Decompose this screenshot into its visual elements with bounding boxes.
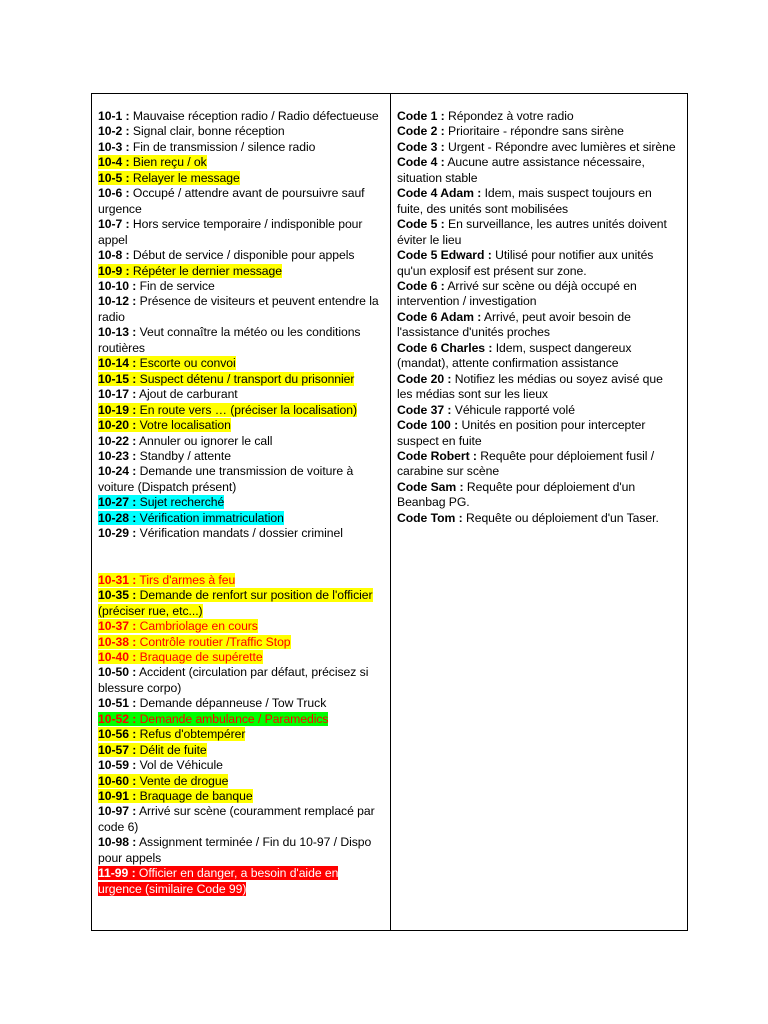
- code-description: Sujet recherché: [136, 495, 225, 510]
- code-description: Demande une transmission de voiture à voiture (Dispatch présent): [98, 464, 354, 494]
- code-label: 10-7 :: [98, 217, 130, 232]
- code-description: Arrivé sur scène ou déjà occupé en intervention / investigation: [397, 278, 637, 309]
- code-entry: [98, 650, 384, 665]
- code-label: 10-12 :: [98, 294, 137, 309]
- code-entry-highlight: [98, 464, 353, 493]
- code-entry: [98, 696, 384, 711]
- code-label: 10-15 :: [98, 371, 137, 386]
- code-entry-highlight: [98, 186, 365, 215]
- code-entry-highlight: [98, 511, 284, 525]
- code-description: Votre localisation: [136, 418, 231, 433]
- code-entry-highlight: [98, 866, 338, 895]
- code-entry: [98, 511, 384, 526]
- code-label: 10-52 :: [98, 711, 137, 726]
- code-description: Braquage de banque: [136, 789, 253, 804]
- code-label: 10-2 :: [98, 124, 130, 139]
- code-entry: [397, 310, 681, 341]
- code-entry-highlight: [98, 758, 223, 772]
- code-entry-highlight: [98, 774, 228, 788]
- code-entry: [397, 403, 681, 418]
- code-entry: [98, 372, 384, 387]
- code-label: 10-60 :: [98, 773, 137, 788]
- code-description: Requête pour déploiement d'un Beanbag PG.: [397, 479, 636, 510]
- code-entry: [98, 758, 384, 773]
- code-description: Contrôle routier /Traffic Stop: [136, 634, 291, 649]
- code-entry: [397, 124, 681, 139]
- code-entry-highlight: [397, 310, 631, 339]
- code-label: 10-22 :: [98, 433, 137, 448]
- code-description: Hors service temporaire / indisponible pour appel: [98, 217, 363, 247]
- code-description: Délit de fuite: [136, 742, 207, 757]
- code-entry-highlight: [98, 248, 354, 262]
- code-description: Fin de service: [136, 278, 215, 293]
- code-entry: [98, 434, 384, 449]
- code-entry: [98, 325, 384, 356]
- code-description: Relayer le message: [129, 170, 240, 185]
- code-entry-highlight: [397, 248, 653, 277]
- code-entry: [98, 264, 384, 279]
- code-label: 10-1 :: [98, 109, 130, 123]
- code-entry: [98, 464, 384, 495]
- code-entry-highlight: [98, 356, 236, 370]
- code-entry-highlight: [98, 372, 354, 386]
- code-label: Code 5 Edward :: [397, 248, 492, 263]
- code-description: Notifiez les médias ou soyez avisé que les médias sont sur les lieux: [397, 371, 663, 402]
- code-entry-highlight: [98, 140, 315, 154]
- radio-codes-column: [92, 94, 391, 930]
- code-entry-highlight: [98, 109, 379, 123]
- code-description: Refus d'obtempérer: [136, 727, 246, 742]
- code-label: 10-97 :: [98, 804, 137, 819]
- code-entry: [397, 279, 681, 310]
- code-entry-highlight: [397, 511, 659, 525]
- priority-codes-list: [98, 573, 384, 898]
- code-label: Code 100 :: [397, 418, 459, 433]
- code-entry-highlight: [98, 619, 258, 633]
- code-entry-highlight: [98, 835, 371, 864]
- code-entry: [98, 109, 384, 124]
- code-entry-highlight: [98, 155, 207, 169]
- code-entry-highlight: [98, 449, 231, 463]
- code-entry-highlight: [98, 526, 343, 540]
- code-entry: [397, 186, 681, 217]
- code-entry-highlight: [98, 403, 357, 417]
- code-description: En route vers … (préciser la localisation): [136, 402, 357, 417]
- code-entry-highlight: [98, 264, 282, 278]
- code-entry: [98, 743, 384, 758]
- code-description: Vérification immatriculation: [136, 510, 284, 525]
- code-entry: [397, 511, 681, 526]
- code-description: Assignment terminée / Fin du 10-97 / Dispo pour appels: [98, 835, 372, 865]
- code-entry-highlight: [98, 696, 326, 710]
- code-entry-highlight: [98, 495, 224, 509]
- code-entry: [397, 109, 681, 124]
- code-description: Répéter le dernier message: [129, 263, 282, 278]
- code-label: 10-28 :: [98, 510, 137, 525]
- code-label: Code 4 Adam :: [397, 186, 482, 201]
- code-label: 10-40 :: [98, 649, 137, 664]
- code-entry: [98, 804, 384, 835]
- code-entry: [98, 774, 384, 789]
- code-label: 10-8 :: [98, 248, 130, 263]
- code-entry: [98, 294, 384, 325]
- code-description: Présence de visiteurs et peuvent entendre la radio: [98, 294, 379, 324]
- code-entry-highlight: [397, 341, 631, 370]
- radio-codes-list: [98, 109, 384, 542]
- code-description: Accident (circulation par défaut, précisez si blessure corpo): [98, 665, 369, 695]
- code-entry: [98, 526, 384, 541]
- code-label: 11-99 :: [98, 866, 136, 881]
- code-entry-highlight: [397, 279, 637, 308]
- code-entry: [397, 480, 681, 511]
- code-label: 10-27 :: [98, 495, 137, 510]
- code-description: Requête pour déploiement fusil / carabine sur scène: [397, 448, 655, 479]
- code-description: Suspect détenu / transport du prisonnier: [136, 371, 355, 386]
- code-description: Officier en danger, a besoin d'aide en urgence (similaire Code 99): [98, 866, 339, 896]
- code-label: 10-57 :: [98, 742, 137, 757]
- code-label: 10-35 :: [98, 588, 137, 603]
- code-entry-highlight: [98, 434, 272, 448]
- code-label: 10-4 :: [98, 155, 130, 170]
- code-entry: [98, 124, 384, 139]
- section-spacer: [98, 542, 384, 573]
- code-label: Code 6 :: [397, 278, 445, 293]
- status-codes-list: [397, 109, 681, 526]
- code-entry: [98, 186, 384, 217]
- code-label: Code 37 :: [397, 402, 452, 417]
- code-description: Demande ambulance / Paramedics: [136, 711, 329, 726]
- code-entry-highlight: [98, 635, 291, 649]
- code-label: 10-10 :: [98, 278, 137, 293]
- code-description: Occupé / attendre avant de poursuivre sauf urgence: [98, 186, 365, 216]
- code-entry-highlight: [98, 418, 231, 432]
- code-description: Ajout de carburant: [136, 387, 238, 402]
- code-entry: [397, 372, 681, 403]
- code-entry-highlight: [98, 712, 328, 726]
- code-entry-highlight: [397, 217, 667, 246]
- code-entry-highlight: [98, 743, 207, 757]
- code-entry: [98, 619, 384, 634]
- code-description: Aucune autre assistance nécessaire, situation stable: [397, 155, 645, 185]
- code-description: Idem, mais suspect toujours en fuite, des unités sont mobilisées: [397, 186, 652, 216]
- code-label: 10-51 :: [98, 696, 137, 711]
- code-entry-highlight: [98, 789, 253, 803]
- code-entry-highlight: [98, 573, 235, 587]
- code-entry-highlight: [397, 449, 654, 478]
- code-label: Code Robert :: [397, 448, 477, 463]
- code-entry-highlight: [98, 665, 368, 694]
- code-entry: [397, 155, 681, 186]
- code-entry: [397, 418, 681, 449]
- code-label: Code Sam :: [397, 479, 464, 494]
- code-description: Répondez à votre radio: [444, 109, 574, 123]
- code-label: Code 4 :: [397, 155, 445, 170]
- code-label: 10-31 :: [98, 572, 137, 587]
- code-entry: [98, 217, 384, 248]
- code-entry: [98, 387, 384, 402]
- code-entry-highlight: [397, 403, 575, 417]
- code-entry-highlight: [98, 588, 373, 617]
- code-description: Idem, suspect dangereux (mandat), attente confirmation assistance: [397, 340, 632, 371]
- code-entry: [98, 727, 384, 742]
- code-description: Vérification mandats / dossier criminel: [136, 526, 343, 541]
- code-entry: [98, 140, 384, 155]
- code-label: 10-6 :: [98, 186, 130, 201]
- code-entry: [98, 356, 384, 371]
- code-description: Fin de transmission / silence radio: [129, 139, 316, 154]
- status-codes-column: [391, 94, 687, 930]
- code-entry: [98, 712, 384, 727]
- code-label: 10-56 :: [98, 727, 137, 742]
- code-label: 10-91 :: [98, 789, 137, 804]
- codes-table: [91, 93, 688, 931]
- code-description: Tirs d'armes à feu: [136, 572, 236, 587]
- code-label: Code 5 :: [397, 217, 445, 232]
- code-label: 10-5 :: [98, 170, 130, 185]
- code-label: 10-3 :: [98, 139, 130, 154]
- code-label: 10-38 :: [98, 634, 137, 649]
- code-description: Mauvaise réception radio / Radio défectueuse: [129, 109, 379, 123]
- code-label: 10-17 :: [98, 387, 137, 402]
- code-description: Requête ou déploiement d'un Taser.: [462, 510, 659, 525]
- code-label: 10-9 :: [98, 263, 130, 278]
- code-entry-highlight: [397, 140, 676, 154]
- code-description: Braquage de supérette: [136, 649, 263, 664]
- code-description: Standby / attente: [136, 448, 231, 463]
- code-description: Début de service / disponible pour appels: [129, 248, 355, 263]
- code-entry-highlight: [397, 372, 663, 401]
- code-entry-highlight: [98, 217, 362, 246]
- code-entry: [397, 449, 681, 480]
- code-entry: [98, 279, 384, 294]
- code-label: Code 3 :: [397, 139, 445, 154]
- code-description: Arrivé sur scène (couramment remplacé par code 6): [98, 804, 375, 834]
- code-entry: [98, 588, 384, 619]
- code-entry: [98, 155, 384, 170]
- code-entry-highlight: [98, 124, 285, 138]
- code-entry: [98, 171, 384, 186]
- code-label: Code Tom :: [397, 510, 463, 525]
- code-entry-highlight: [397, 124, 624, 138]
- code-label: 10-23 :: [98, 448, 137, 463]
- code-entry: [98, 495, 384, 510]
- code-entry-highlight: [397, 480, 635, 509]
- code-description: Arrivé, peut avoir besoin de l'assistance d'unités proches: [397, 309, 631, 340]
- code-entry: [98, 418, 384, 433]
- code-entry-highlight: [98, 650, 263, 664]
- code-entry: [98, 248, 384, 263]
- code-label: 10-50 :: [98, 665, 137, 680]
- code-description: Cambriolage en cours: [136, 619, 258, 634]
- code-description: Utilisé pour notifier aux unités qu'un explosif est présent sur zone.: [397, 248, 654, 278]
- code-label: 10-19 :: [98, 402, 137, 417]
- code-label: Code 1 :: [397, 109, 445, 123]
- code-entry-highlight: [397, 418, 645, 447]
- code-label: 10-24 :: [98, 464, 137, 479]
- code-description: Véhicule rapporté volé: [451, 402, 575, 417]
- code-description: Veut connaître la météo ou les conditions routières: [98, 325, 361, 355]
- code-description: Urgent - Répondre avec lumières et sirène: [444, 139, 676, 154]
- code-label: 10-14 :: [98, 356, 137, 371]
- code-description: Vente de drogue: [136, 773, 229, 788]
- code-description: Bien reçu / ok: [129, 155, 207, 170]
- code-entry: [98, 403, 384, 418]
- code-entry-highlight: [397, 109, 574, 123]
- code-entry: [98, 573, 384, 588]
- code-description: Annuler ou ignorer le call: [136, 433, 273, 448]
- code-label: 10-13 :: [98, 325, 137, 340]
- code-label: 10-59 :: [98, 758, 137, 773]
- code-description: Demande de renfort sur position de l'officier (préciser rue, etc...): [98, 588, 373, 618]
- code-label: 10-20 :: [98, 418, 137, 433]
- code-entry: [397, 341, 681, 372]
- code-label: 10-29 :: [98, 526, 137, 541]
- code-entry: [397, 248, 681, 279]
- code-description: Unités en position pour intercepter suspect en fuite: [397, 418, 646, 448]
- code-entry: [98, 665, 384, 696]
- code-entry: [98, 866, 384, 897]
- code-entry: [397, 140, 681, 155]
- code-entry: [397, 217, 681, 248]
- code-entry: [98, 789, 384, 804]
- code-entry: [98, 635, 384, 650]
- code-description: Vol de Véhicule: [136, 758, 223, 773]
- code-label: Code 2 :: [397, 124, 445, 139]
- code-entry-highlight: [98, 171, 240, 185]
- code-label: 10-98 :: [98, 835, 137, 850]
- code-description: Signal clair, bonne réception: [129, 124, 285, 139]
- code-description: Prioritaire - répondre sans sirène: [444, 124, 624, 139]
- code-description: En surveillance, les autres unités doivent éviter le lieu: [397, 217, 667, 247]
- code-entry: [98, 835, 384, 866]
- code-label: 10-37 :: [98, 619, 137, 634]
- code-description: Escorte ou convoi: [136, 356, 236, 371]
- code-entry-highlight: [98, 727, 245, 741]
- code-description: Demande dépanneuse / Tow Truck: [136, 696, 327, 711]
- code-entry-highlight: [397, 155, 645, 184]
- code-label: Code 20 :: [397, 371, 452, 386]
- code-entry-highlight: [98, 325, 360, 354]
- code-entry-highlight: [98, 804, 375, 833]
- code-entry-highlight: [98, 279, 215, 293]
- code-entry-highlight: [98, 387, 238, 401]
- code-label: Code 6 Adam :: [397, 309, 482, 324]
- code-label: Code 6 Charles :: [397, 340, 493, 355]
- code-entry-highlight: [98, 294, 379, 323]
- code-entry-highlight: [397, 186, 652, 215]
- code-entry: [98, 449, 384, 464]
